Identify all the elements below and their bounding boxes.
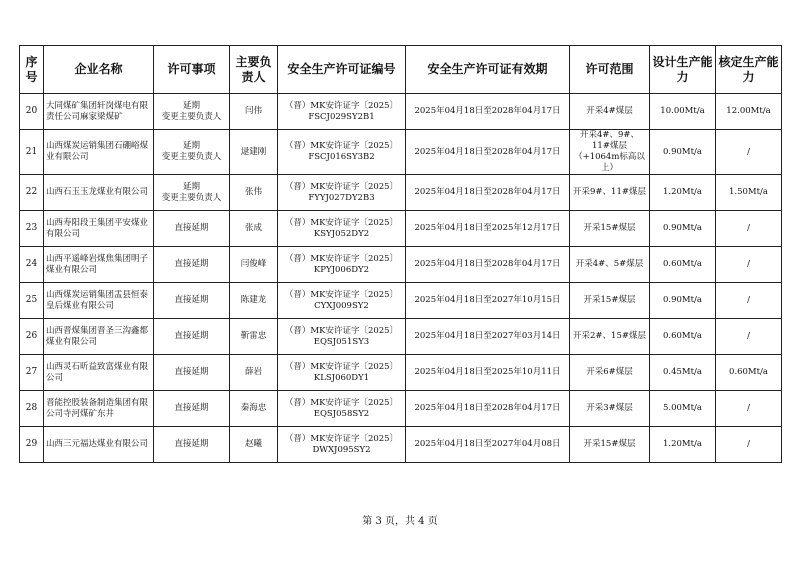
cell-license-no: （晋）MK安许证字〔2025〕EQSJ058SY2 <box>278 391 406 427</box>
page-number: 第 3 页，共 4 页 <box>362 516 438 527</box>
table-row <box>20 355 782 391</box>
cell-person: 闫伟 <box>230 94 278 130</box>
header-scope: 许可范围 <box>570 46 650 94</box>
header-license-no: 安全生产许可证编号 <box>278 46 406 94</box>
cell-scope: 开采9#、11#煤层 <box>570 175 650 211</box>
table-row <box>20 247 782 283</box>
cell-no: 25 <box>20 283 44 319</box>
cell-scope: 开采4#、5#煤层 <box>570 247 650 283</box>
cell-scope: 开采2#、15#煤层 <box>570 319 650 355</box>
header-validity: 安全生产许可证有效期 <box>406 46 570 94</box>
cell-license-no: （晋）MK安许证字〔2025〕EQSJ051SY3 <box>278 319 406 355</box>
cell-scope: 开采4#、9#、11#煤层（+1064m标高以上） <box>570 130 650 175</box>
cell-approved-capacity: 0.60Mt/a <box>716 355 782 391</box>
cell-person: 张成 <box>230 211 278 247</box>
cell-company: 山西平遥峰岩煤焦集团明子煤业有限公司 <box>44 247 154 283</box>
cell-design-capacity: 5.00Mt/a <box>650 391 716 427</box>
header-matter: 许可事项 <box>154 46 230 94</box>
cell-validity: 2025年04月18日至2027年10月15日 <box>406 283 570 319</box>
cell-company: 山西灵石昕益致富煤业有限公司 <box>44 355 154 391</box>
cell-design-capacity: 0.90Mt/a <box>650 283 716 319</box>
cell-validity: 2025年04月18日至2028年04月17日 <box>406 175 570 211</box>
cell-matter: 延期 变更主要负责人 <box>154 175 230 211</box>
cell-design-capacity: 1.20Mt/a <box>650 427 716 463</box>
cell-license-no: （晋）MK安许证字〔2025〕KLSJ060DY1 <box>278 355 406 391</box>
cell-design-capacity: 0.60Mt/a <box>650 319 716 355</box>
cell-scope: 开采3#煤层 <box>570 391 650 427</box>
cell-company: 山西煤炭运销集团盂县恒泰皇后煤业有限公司 <box>44 283 154 319</box>
header-no: 序号 <box>20 46 44 94</box>
cell-matter: 直接延期 <box>154 319 230 355</box>
cell-person: 靳雷忠 <box>230 319 278 355</box>
header-design-capacity: 设计生产能力 <box>650 46 716 94</box>
cell-approved-capacity: / <box>716 283 782 319</box>
cell-no: 21 <box>20 130 44 175</box>
cell-matter: 直接延期 <box>154 247 230 283</box>
table-row <box>20 175 782 211</box>
cell-design-capacity: 0.90Mt/a <box>650 211 716 247</box>
cell-scope: 开采4#煤层 <box>570 94 650 130</box>
cell-matter: 直接延期 <box>154 211 230 247</box>
license-table <box>19 45 782 463</box>
cell-validity: 2025年04月18日至2027年04月08日 <box>406 427 570 463</box>
cell-license-no: （晋）MK安许证字〔2025〕FYYJ027DY2B3 <box>278 175 406 211</box>
cell-approved-capacity: / <box>716 427 782 463</box>
table-row <box>20 283 782 319</box>
header-person: 主要负责人 <box>230 46 278 94</box>
cell-no: 24 <box>20 247 44 283</box>
cell-approved-capacity: / <box>716 391 782 427</box>
cell-license-no: （晋）MK安许证字〔2025〕KPYJ006DY2 <box>278 247 406 283</box>
cell-company: 晋能控股装备制造集团有限公司寺河煤矿东井 <box>44 391 154 427</box>
cell-validity: 2025年04月18日至2028年04月17日 <box>406 247 570 283</box>
table-row <box>20 319 782 355</box>
table-row <box>20 130 782 175</box>
cell-validity: 2025年04月18日至2028年04月17日 <box>406 130 570 175</box>
cell-validity: 2025年04月18日至2028年04月17日 <box>406 391 570 427</box>
cell-validity: 2025年04月18日至2025年12月17日 <box>406 211 570 247</box>
cell-person: 逯建刚 <box>230 130 278 175</box>
cell-no: 20 <box>20 94 44 130</box>
header-company: 企业名称 <box>44 46 154 94</box>
table-row <box>20 391 782 427</box>
cell-approved-capacity: / <box>716 211 782 247</box>
cell-approved-capacity: 1.50Mt/a <box>716 175 782 211</box>
cell-person: 薛岩 <box>230 355 278 391</box>
table-row <box>20 427 782 463</box>
cell-design-capacity: 0.90Mt/a <box>650 130 716 175</box>
cell-person: 闫俊峰 <box>230 247 278 283</box>
cell-matter: 直接延期 <box>154 427 230 463</box>
cell-license-no: （晋）MK安许证字〔2025〕KSYJ052DY2 <box>278 211 406 247</box>
cell-no: 22 <box>20 175 44 211</box>
cell-person: 陈建龙 <box>230 283 278 319</box>
cell-scope: 开采15#煤层 <box>570 211 650 247</box>
cell-company: 山西晋煤集团晋圣三沟鑫都煤业有限公司 <box>44 319 154 355</box>
cell-design-capacity: 1.20Mt/a <box>650 175 716 211</box>
cell-no: 27 <box>20 355 44 391</box>
cell-validity: 2025年04月18日至2028年04月17日 <box>406 94 570 130</box>
cell-validity: 2025年04月18日至2025年10月11日 <box>406 355 570 391</box>
table-header-row <box>20 46 782 94</box>
cell-approved-capacity: 12.00Mt/a <box>716 94 782 130</box>
cell-validity: 2025年04月18日至2027年03月14日 <box>406 319 570 355</box>
cell-design-capacity: 0.60Mt/a <box>650 247 716 283</box>
cell-no: 29 <box>20 427 44 463</box>
cell-scope: 开采15#煤层 <box>570 427 650 463</box>
cell-license-no: （晋）MK安许证字〔2025〕DWXJ095SY2 <box>278 427 406 463</box>
cell-no: 28 <box>20 391 44 427</box>
cell-license-no: （晋）MK安许证字〔2025〕FSCJ029SY2B1 <box>278 94 406 130</box>
cell-no: 26 <box>20 319 44 355</box>
cell-matter: 直接延期 <box>154 391 230 427</box>
table-row <box>20 211 782 247</box>
cell-company: 山西寿阳段王集团平安煤业有限公司 <box>44 211 154 247</box>
header-approved-capacity: 核定生产能力 <box>716 46 782 94</box>
cell-scope: 开采6#煤层 <box>570 355 650 391</box>
table-row <box>20 94 782 130</box>
cell-approved-capacity: / <box>716 319 782 355</box>
cell-approved-capacity: / <box>716 247 782 283</box>
cell-scope: 开采15#煤层 <box>570 283 650 319</box>
cell-person: 张伟 <box>230 175 278 211</box>
cell-license-no: （晋）MK安许证字〔2025〕FSCJ016SY3B2 <box>278 130 406 175</box>
cell-design-capacity: 0.45Mt/a <box>650 355 716 391</box>
cell-company: 山西煤炭运销集团石硼峪煤业有限公司 <box>44 130 154 175</box>
cell-matter: 直接延期 <box>154 283 230 319</box>
cell-matter: 直接延期 <box>154 355 230 391</box>
cell-approved-capacity: / <box>716 130 782 175</box>
cell-company: 山西石玉玉龙煤业有限公司 <box>44 175 154 211</box>
cell-person: 赵曦 <box>230 427 278 463</box>
cell-design-capacity: 10.00Mt/a <box>650 94 716 130</box>
cell-company: 山西三元福达煤业有限公司 <box>44 427 154 463</box>
cell-no: 23 <box>20 211 44 247</box>
cell-person: 秦海忠 <box>230 391 278 427</box>
cell-license-no: （晋）MK安许证字〔2025〕CYXJ009SY2 <box>278 283 406 319</box>
cell-company: 大同煤矿集团轩岗煤电有限责任公司麻家梁煤矿 <box>44 94 154 130</box>
cell-matter: 延期 变更主要负责人 <box>154 130 230 175</box>
cell-matter: 延期 变更主要负责人 <box>154 94 230 130</box>
